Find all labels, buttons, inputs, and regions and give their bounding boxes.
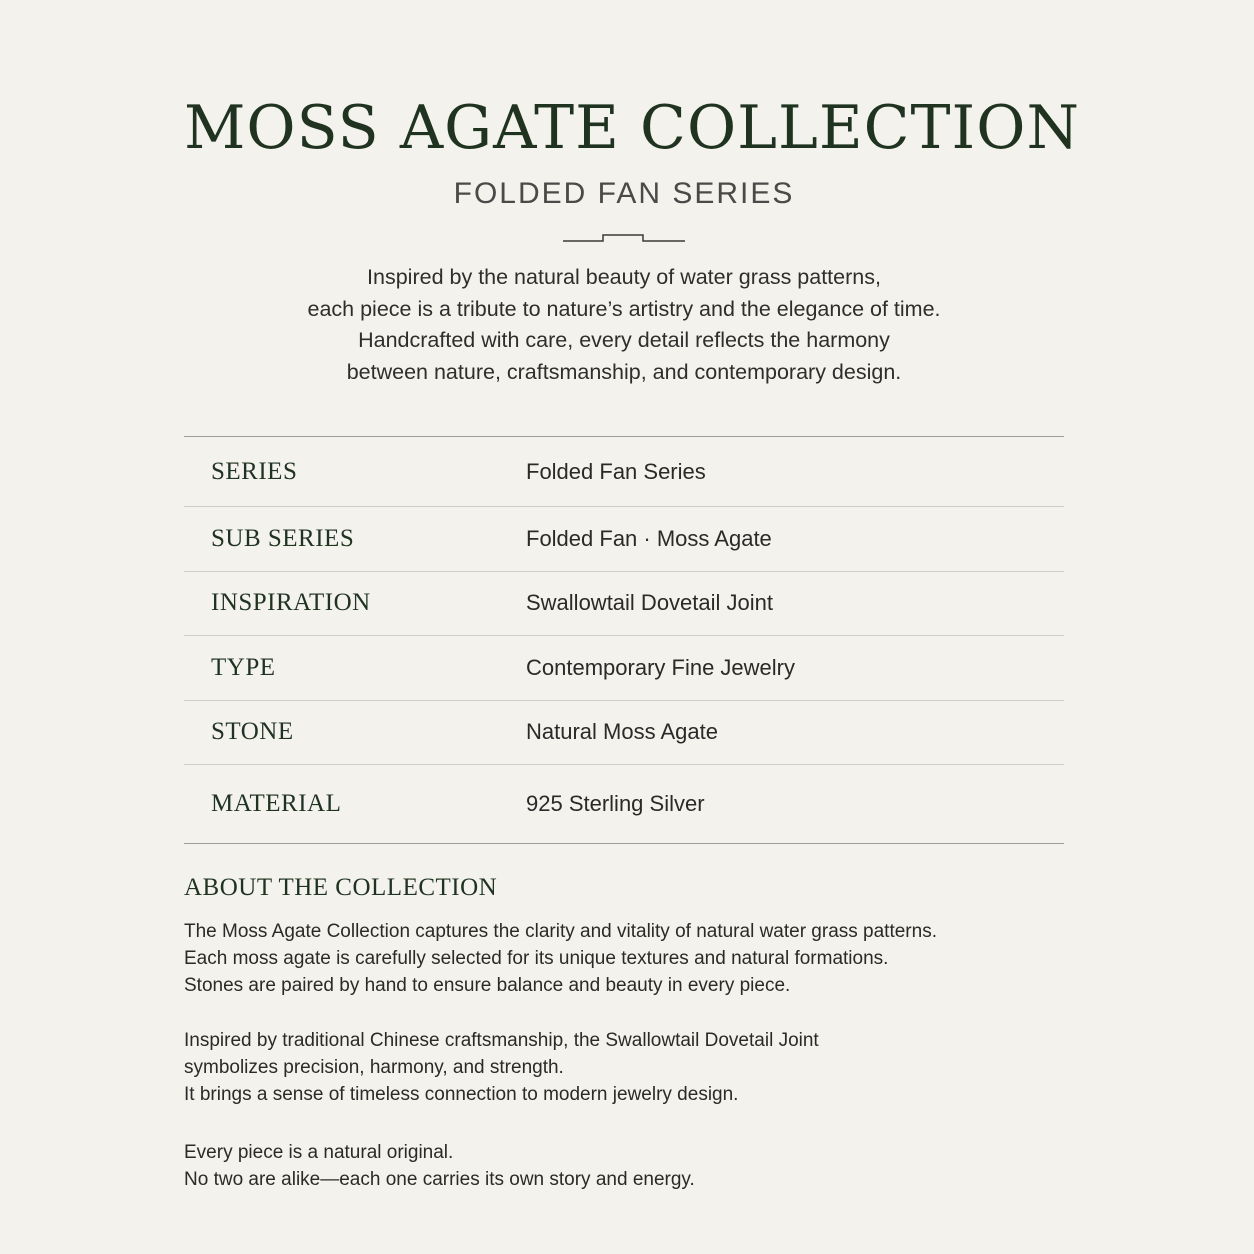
spec-row-series (184, 437, 1064, 507)
spec-label: SUB SERIES (211, 524, 355, 552)
about-line: symbolizes precision, harmony, and strength. (184, 1057, 564, 1078)
about-paragraph (184, 1027, 1064, 1108)
spec-label: INSPIRATION (211, 589, 371, 617)
spec-row-type (184, 636, 1064, 701)
spec-table (184, 436, 1064, 844)
page-subtitle: FOLDED FAN SERIES (453, 177, 795, 210)
spec-label: TYPE (211, 653, 276, 681)
about-paragraph (184, 1139, 1064, 1193)
about-heading: ABOUT THE COLLECTION (184, 874, 498, 901)
spec-row-material (184, 765, 1064, 843)
collection-sheet (184, 0, 1080, 1254)
intro-line: Handcrafted with care, every detail reflects the harmony (358, 328, 890, 352)
about-line: Each moss agate is carefully selected for its unique textures and natural formations. (184, 948, 889, 969)
spec-row-stone (184, 701, 1064, 766)
about-line: No two are alike—each one carries its own story and energy. (184, 1169, 695, 1190)
intro-line: between nature, craftsmanship, and contemporary design. (346, 359, 902, 384)
page-title: MOSS AGATE COLLECTION (184, 93, 1080, 163)
spec-row-sub-series (184, 507, 1064, 572)
spec-value: Folded Fan Series (526, 458, 706, 484)
intro-line: each piece is a tribute to nature’s artistry and the elegance of time. (307, 296, 941, 321)
spec-value: Swallowtail Dovetail Joint (526, 590, 773, 616)
about-line: The Moss Agate Collection captures the clarity and vitality of natural water grass patterns. (184, 921, 937, 942)
stepped-divider-icon (563, 230, 685, 244)
intro-text (184, 262, 1064, 388)
spec-row-inspiration (184, 572, 1064, 637)
intro-line: Inspired by the natural beauty of water grass patterns, (367, 265, 881, 289)
spec-label: STONE (211, 718, 294, 746)
about-line: Every piece is a natural original. (184, 1142, 454, 1163)
about-line: Stones are paired by hand to ensure balance and beauty in every piece. (184, 975, 791, 996)
spec-value: Contemporary Fine Jewelry (526, 654, 795, 680)
spec-label: SERIES (211, 457, 298, 485)
spec-value: 925 Sterling Silver (526, 791, 705, 816)
spec-value: Natural Moss Agate (526, 719, 718, 745)
about-paragraph (184, 918, 1064, 999)
about-line: It brings a sense of timeless connection to modern jewelry design. (184, 1084, 739, 1105)
spec-label: MATERIAL (211, 790, 342, 817)
spec-value: Folded Fan · Moss Agate (526, 525, 772, 551)
about-line: Inspired by traditional Chinese craftsmanship, the Swallowtail Dovetail Joint (184, 1030, 819, 1051)
